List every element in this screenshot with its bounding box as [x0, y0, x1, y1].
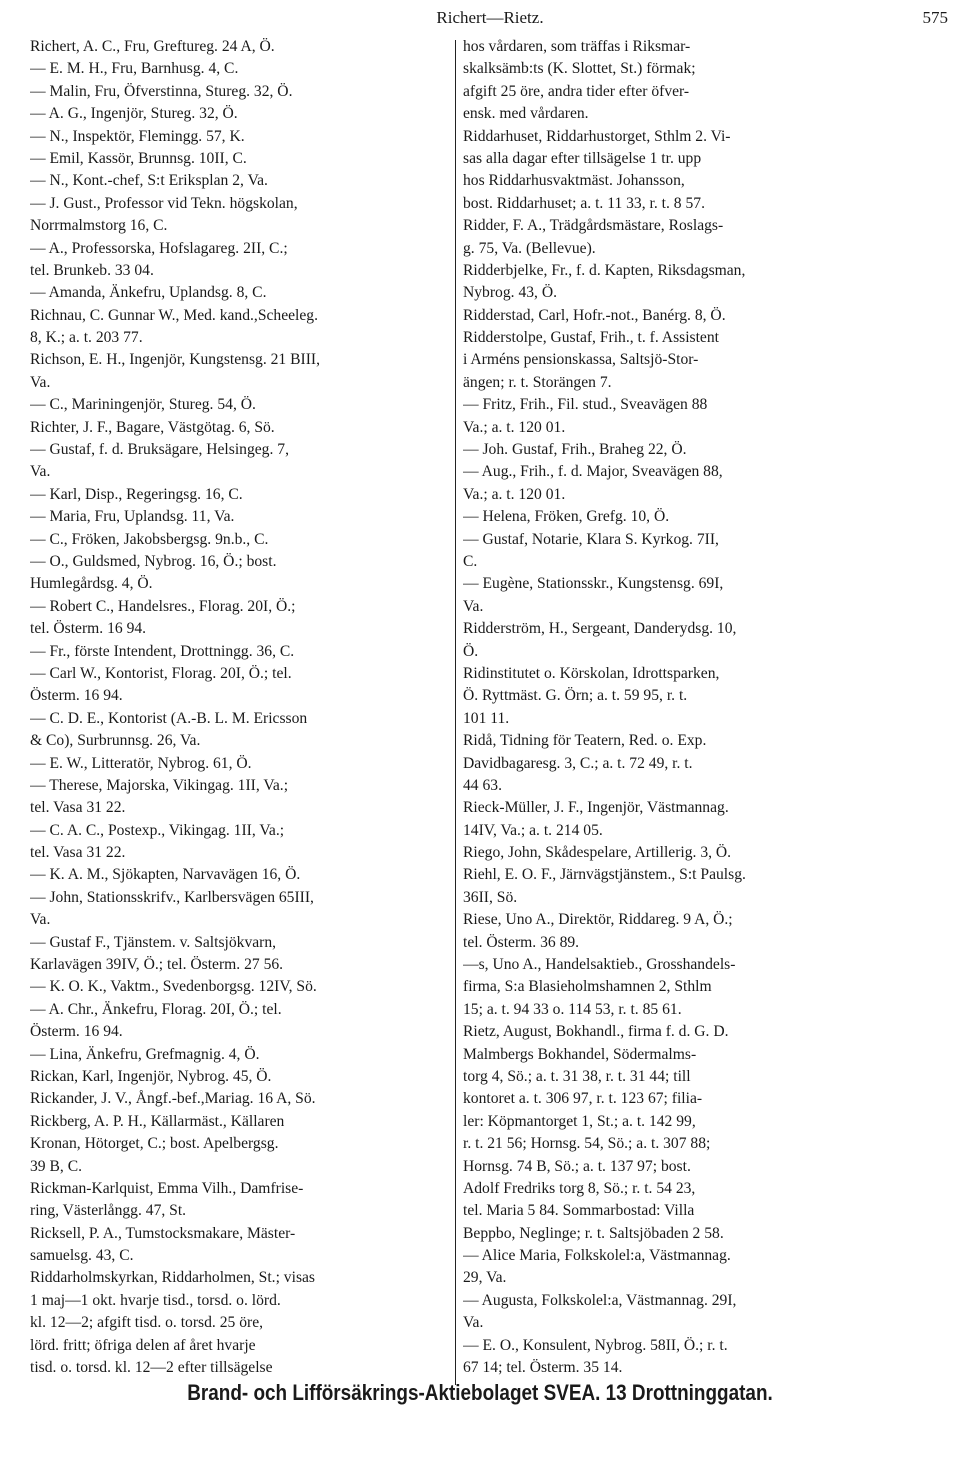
directory-entry-line: Rickan, Karl, Ingenjör, Nybrog. 45, Ö.	[30, 1067, 272, 1085]
directory-entry-line: Ricksell, P. A., Tumstocksmakare, Mäster-	[30, 1224, 296, 1242]
running-title: Richert—Rietz.	[436, 8, 544, 27]
directory-entry-line: — C., Mariningenjör, Stureg. 54, Ö.	[30, 396, 256, 414]
directory-entry-line: — E. M. H., Fru, Barnhusg. 4, C.	[30, 60, 239, 78]
directory-entry-line: — Fr., förste Intendent, Drottningg. 36, C.	[30, 642, 295, 660]
directory-entry-line: — Aug., Frih., f. d. Major, Sveavägen 88,	[463, 463, 723, 481]
directory-entry-line: bost. Riddarhuset; a. t. 11 33, r. t. 8 57.	[463, 194, 705, 212]
directory-entry-line: — Augusta, Folkskolel:a, Västmannag. 29I,	[463, 1291, 737, 1309]
directory-entry-line: — E. W., Litteratör, Nybrog. 61, Ö.	[30, 754, 252, 772]
directory-entry-line: ängen; r. t. Storängen 7.	[463, 373, 612, 391]
directory-entry-line: Karlavägen 39IV, Ö.; tel. Österm. 27 56.	[30, 956, 284, 974]
directory-entry-line: 101 11.	[463, 709, 510, 727]
directory-entry-line: Rieck-Müller, J. F., Ingenjör, Västmannag.	[463, 799, 729, 817]
directory-entry-line: — A. G., Ingenjör, Stureg. 32, Ö.	[30, 105, 238, 123]
directory-entry-line: Va.	[30, 373, 51, 391]
directory-entry-line: skalksämb:ts (K. Slottet, St.) förmak;	[463, 60, 696, 78]
directory-entry-line: Riehl, E. O. F., Järnvägstjänstem., S:t Paulsg.	[463, 866, 746, 884]
directory-entry-line: — Amanda, Änkefru, Uplandsg. 8, C.	[30, 284, 267, 302]
directory-entry-line: — Joh. Gustaf, Frih., Braheg 22, Ö.	[463, 441, 687, 459]
directory-entry-line: ler: Köpmantorget 1, St.; a. t. 142 99,	[463, 1112, 696, 1130]
directory-entry-line: Riddarholmskyrkan, Riddarholmen, St.; visas	[30, 1269, 315, 1287]
directory-entry-line: — Gustaf F., Tjänstem. v. Saltsjökvarn,	[30, 933, 277, 951]
directory-entry-line: tel. Brunkeb. 33 04.	[30, 261, 154, 279]
directory-entry-line: — John, Stationsskrifv., Karlbersvägen 65III,	[30, 888, 314, 906]
right-column	[463, 36, 928, 1379]
directory-entry-line: Riese, Uno A., Direktör, Riddareg. 9 A, Ö.;	[463, 911, 733, 929]
directory-entry-line: — K. A. M., Sjökapten, Narvavägen 16, Ö.	[30, 866, 301, 884]
directory-entry-line: afgift 25 öre, andra tider efter öfver-	[463, 82, 690, 100]
directory-entry-line: ensk. med vårdaren.	[463, 105, 589, 123]
directory-entry-line: tel. Vasa 31 22.	[30, 844, 126, 862]
directory-entry-line: — E. O., Konsulent, Nybrog. 58II, Ö.; r. t.	[463, 1336, 728, 1354]
directory-entry-line: Ridder, F. A., Trädgårdsmästare, Roslags-	[463, 217, 724, 235]
directory-entry-line: tel. Vasa 31 22.	[30, 799, 126, 817]
directory-entry-line: Ridinstitutet o. Körskolan, Idrottsparken,	[463, 664, 720, 682]
directory-entry-line: Richert, A. C., Fru, Greftureg. 24 A, Ö.	[30, 38, 275, 55]
directory-entry-line: torg 4, Sö.; a. t. 31 38, r. t. 31 44; till	[463, 1067, 691, 1085]
directory-entry-line: 15; a. t. 94 33 o. 114 53, r. t. 85 61.	[463, 1000, 682, 1018]
directory-entry-line: i Arméns pensionskassa, Saltsjö-Stor-	[463, 351, 699, 369]
directory-entry-line: hos Riddarhusvaktmäst. Johansson,	[463, 172, 685, 190]
directory-entry-line: — Carl W., Kontorist, Florag. 20I, Ö.; tel.	[30, 664, 292, 682]
directory-entry-line: Ridderstolpe, Gustaf, Frih., t. f. Assistent	[463, 329, 719, 347]
directory-entry-line: — Emil, Kassör, Brunnsg. 10II, C.	[30, 149, 247, 167]
directory-entry-line: Ridderbjelke, Fr., f. d. Kapten, Riksdagsman,	[463, 261, 746, 279]
directory-entry-line: — Helena, Fröken, Grefg. 10, Ö.	[463, 508, 670, 526]
directory-entry-line: — Malin, Fru, Öfverstinna, Stureg. 32, Ö.	[30, 82, 293, 100]
directory-entry-line: Va.; a. t. 120 01.	[463, 418, 566, 436]
directory-entry-line: — J. Gust., Professor vid Tekn. högskolan,	[30, 194, 298, 212]
directory-entry-line: ring, Västerlångg. 47, St.	[30, 1202, 187, 1220]
directory-entry-line: Malmbergs Bokhandel, Södermalms-	[463, 1045, 697, 1063]
directory-entry-line: & Co), Surbrunnsg. 26, Va.	[30, 732, 201, 750]
directory-entry-line: samuelsg. 43, C.	[30, 1247, 134, 1265]
directory-entry-line: 36II, Sö.	[463, 888, 518, 906]
directory-entry-line: hos vårdaren, som träffas i Riksmar-	[463, 38, 691, 55]
directory-entry-line: — O., Guldsmed, Nybrog. 16, Ö.; bost.	[30, 552, 277, 570]
directory-entry-line: 29, Va.	[463, 1269, 507, 1287]
directory-entry-line: g. 75, Va. (Bellevue).	[463, 239, 596, 257]
directory-entry-line: Riego, John, Skådespelare, Artillerig. 3, Ö.	[463, 844, 732, 862]
directory-entry-line: r. t. 21 56; Hornsg. 54, Sö.; a. t. 307 88;	[463, 1135, 711, 1153]
directory-entry-line: — A. Chr., Änkefru, Florag. 20I, Ö.; tel.	[30, 1000, 282, 1018]
directory-entry-line: — Alice Maria, Folkskolel:a, Västmannag.	[463, 1247, 731, 1265]
directory-entry-line: Riddarhuset, Riddarhustorget, Sthlm 2. Vi-	[463, 127, 731, 145]
directory-entry-line: Rickberg, A. P. H., Källarmäst., Källaren	[30, 1112, 285, 1130]
directory-entry-line: Kronan, Hötorget, C.; bost. Apelbergsg.	[30, 1135, 279, 1153]
directory-entry-line: Va.; a. t. 120 01.	[463, 485, 566, 503]
directory-entry-line: Ö.	[463, 642, 479, 660]
directory-entry-line: Adolf Fredriks torg 8, Sö.; r. t. 54 23,	[463, 1179, 696, 1197]
directory-entry-line: Hornsg. 74 B, Sö.; a. t. 137 97; bost.	[463, 1157, 691, 1175]
directory-entry-line: Ridå, Tidning för Teatern, Red. o. Exp.	[463, 732, 707, 750]
directory-entry-line: lörd. fritt; öfriga delen af året hvarje	[30, 1336, 256, 1354]
directory-entry-line: tel. Österm. 16 94.	[30, 620, 147, 638]
directory-entry-line: Va.	[30, 463, 51, 481]
column-divider	[455, 40, 456, 1385]
directory-entry-line: — A., Professorska, Hofslagareg. 2II, C.;	[30, 239, 288, 257]
directory-entry-line: Beppbo, Neglinge; r. t. Saltsjöbaden 2 58.	[463, 1224, 724, 1242]
directory-entry-line: —s, Uno A., Handelsaktieb., Grosshandels-	[463, 956, 736, 974]
directory-entry-line: Richter, J. F., Bagare, Västgötag. 6, Sö.	[30, 418, 275, 436]
directory-entry-line: — Maria, Fru, Uplandsg. 11, Va.	[30, 508, 235, 526]
directory-entry-line: Rickander, J. V., Ångf.-bef.,Mariag. 16 A, Sö.	[30, 1090, 316, 1108]
directory-entry-line: Rickman-Karlquist, Emma Vilh., Damfrise-	[30, 1179, 304, 1197]
directory-entry-line: — Gustaf, Notarie, Klara S. Kyrkog. 7II,	[463, 530, 719, 548]
directory-entry-line: 14IV, Va.; a. t. 214 05.	[463, 821, 603, 839]
directory-entry-line: kontoret a. t. 306 97, r. t. 123 67; filia-	[463, 1090, 703, 1108]
directory-entry-line: Va.	[463, 1314, 484, 1332]
directory-entry-line: 44 63.	[463, 776, 502, 794]
directory-entry-line: Davidbagaresg. 3, C.; a. t. 72 49, r. t.	[463, 754, 693, 772]
footer-advertisement: Brand- och Lifförsäkrings-Aktiebolaget SVEA. 13 Drottninggatan.	[187, 1380, 773, 1405]
directory-entry-line: C.	[463, 552, 478, 570]
directory-entry-line: Richnau, C. Gunnar W., Med. kand.,Scheeleg.	[30, 306, 318, 324]
directory-entry-line: tel. Österm. 36 89.	[463, 933, 580, 951]
directory-entry-line: 8, K.; a. t. 203 77.	[30, 329, 143, 347]
directory-entry-line: — Therese, Majorska, Vikingag. 1II, Va.;	[30, 776, 289, 794]
directory-entry-line: sas alla dagar efter tillsägelse 1 tr. upp	[463, 149, 702, 167]
directory-entry-line: — Lina, Änkefru, Grefmagnig. 4, Ö.	[30, 1045, 260, 1063]
page-number: 575	[922, 8, 948, 27]
directory-entry-line: Nybrog. 43, Ö.	[463, 284, 557, 302]
directory-entry-line: 39 B, C.	[30, 1157, 82, 1175]
directory-entry-line: tel. Maria 5 84. Sommarbostad: Villa	[463, 1202, 695, 1220]
page-header	[30, 8, 950, 32]
directory-entry-line: Va.	[463, 597, 484, 615]
directory-entry-line: Ridderström, H., Sergeant, Danderydsg. 10,	[463, 620, 737, 638]
directory-entry-line: — N., Inspektör, Flemingg. 57, K.	[30, 127, 245, 145]
left-column	[30, 36, 452, 1379]
directory-entry-line: Rietz, August, Bokhandl., firma f. d. G. D.	[463, 1023, 729, 1041]
directory-entry-line: — C. D. E., Kontorist (A.-B. L. M. Ericsson	[30, 709, 308, 727]
directory-entry-line: — Gustaf, f. d. Bruksägare, Helsingeg. 7,	[30, 441, 289, 459]
directory-entry-line: — Eugène, Stationsskr., Kungstensg. 69I,	[463, 575, 724, 593]
directory-entry-line: — Fritz, Frih., Fil. stud., Sveavägen 88	[463, 396, 708, 414]
directory-entry-line: kl. 12—2; afgift tisd. o. torsd. 25 öre,	[30, 1314, 264, 1332]
directory-entry-line: — N., Kont.-chef, S:t Eriksplan 2, Va.	[30, 172, 268, 190]
directory-entry-line: — C., Fröken, Jakobsbergsg. 9n.b., C.	[30, 530, 269, 548]
directory-entry-line: 1 maj—1 okt. hvarje tisd., torsd. o. lörd.	[30, 1291, 281, 1309]
directory-entry-line: Ridderstad, Carl, Hofr.-not., Banérg. 8, Ö.	[463, 306, 726, 324]
directory-entry-line: Richson, E. H., Ingenjör, Kungstensg. 21 BIII,	[30, 351, 320, 369]
directory-entry-line: Humlegårdsg. 4, Ö.	[30, 575, 153, 593]
directory-entry-line: firma, S:a Blasieholmshamnen 2, Sthlm	[463, 978, 712, 996]
directory-entry-line: — K. O. K., Vaktm., Svedenborgsg. 12IV, Sö.	[30, 978, 317, 996]
directory-entry-line: Österm. 16 94.	[30, 1023, 123, 1041]
directory-entry-line: — C. A. C., Postexp., Vikingag. 1II, Va.;	[30, 821, 285, 839]
directory-entry-line: Norrmalmstorg 16, C.	[30, 217, 168, 235]
directory-entry-line: Ö. Ryttmäst. G. Örn; a. t. 59 95, r. t.	[463, 687, 688, 705]
directory-entry-line: — Karl, Disp., Regeringsg. 16, C.	[30, 485, 243, 503]
directory-entry-line: Va.	[30, 911, 51, 929]
directory-entry-line: — Robert C., Handelsres., Florag. 20I, Ö.;	[30, 597, 296, 615]
directory-entry-line: tisd. o. torsd. kl. 12—2 efter tillsägelse	[30, 1359, 273, 1377]
directory-entry-line: Österm. 16 94.	[30, 687, 123, 705]
directory-entry-line: 67 14; tel. Österm. 35 14.	[463, 1359, 623, 1377]
